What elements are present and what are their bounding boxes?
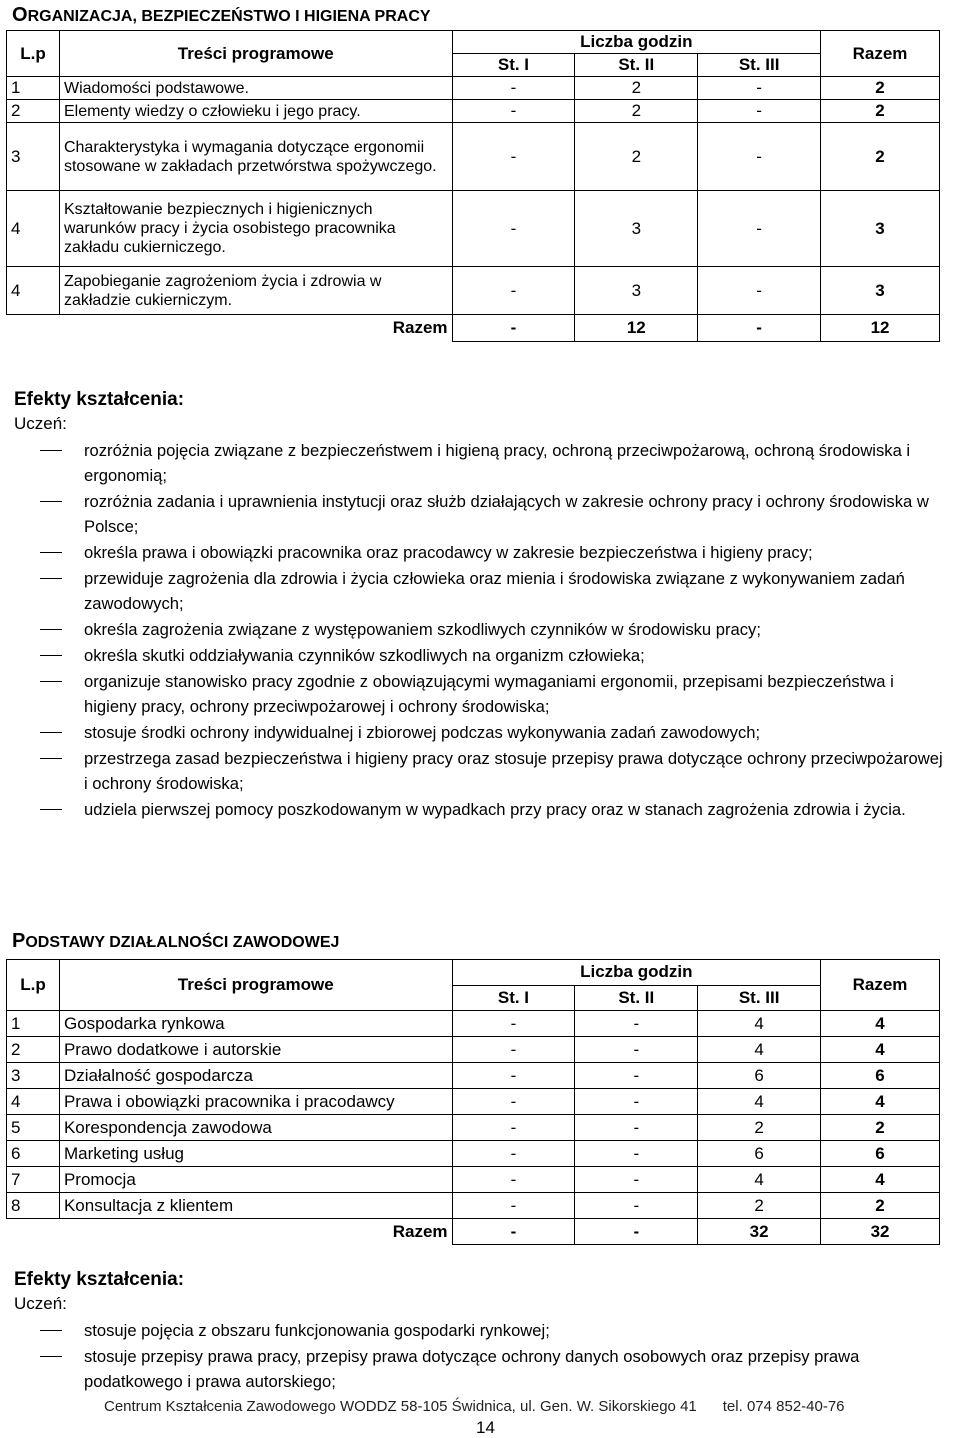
list-item: rozróżnia zadania i uprawnienia instytucji oraz służb działających w zakresie ochrony pracy i ochrony środowiska w Polsce; (14, 489, 944, 539)
row-st1: - (452, 1037, 575, 1063)
row-topic: Elementy wiedzy o człowieku i jego pracy. (59, 100, 452, 123)
row-st1: - (452, 1193, 575, 1219)
row-topic: Wiadomości podstawowe. (59, 77, 452, 100)
row-total: 4 (821, 1089, 940, 1115)
table-row (7, 123, 940, 191)
footer-organization: Centrum Kształcenia Zawodowego WODDZ 58-105 Świdnica, ul. Gen. W. Sikorskiego 41 (104, 1398, 697, 1415)
row-st1: - (452, 1011, 575, 1037)
learning-outcomes-ohp (14, 388, 944, 823)
row-st2: 3 (575, 267, 698, 315)
row-st1: - (452, 1063, 575, 1089)
row-lp: 2 (7, 100, 60, 123)
row-topic: Prawo dodatkowe i autorskie (59, 1037, 452, 1063)
table-header-row (7, 31, 940, 54)
row-total: 2 (821, 1115, 940, 1141)
row-st2: 3 (575, 191, 698, 267)
dash-bullet-icon (40, 552, 62, 553)
dash-bullet-icon (40, 681, 62, 682)
row-st1: - (452, 123, 575, 191)
sum-total: 32 (821, 1219, 940, 1245)
section-title-ohp: ORGANIZACJA, BEZPIECZEŃSTWO I HIGIENA PRACY (12, 4, 431, 26)
table-row (7, 1141, 940, 1167)
dash-bullet-icon (40, 758, 62, 759)
row-st1: - (452, 1167, 575, 1193)
row-st2: 2 (575, 77, 698, 100)
row-lp: 8 (7, 1193, 60, 1219)
row-total: 4 (821, 1011, 940, 1037)
row-st3: 4 (698, 1089, 821, 1115)
row-st3: 4 (698, 1037, 821, 1063)
list-item: przestrzega zasad bezpieczeństwa i higieny pracy oraz stosuje przepisy prawa dotyczące ochrony przeciwpożarowej i ochrony środowiska; (14, 746, 944, 796)
table-sum-row (7, 315, 940, 342)
row-total: 2 (821, 1193, 940, 1219)
page-footer (104, 1398, 845, 1415)
list-item: określa prawa i obowiązki pracownika oraz pracodawcy w zakresie bezpieczeństwa i higieny pracy; (14, 540, 944, 565)
row-lp: 4 (7, 1089, 60, 1115)
row-total: 6 (821, 1063, 940, 1089)
curriculum-table-ohp (6, 30, 940, 342)
row-st1: - (452, 100, 575, 123)
row-st3: 6 (698, 1141, 821, 1167)
row-st2: 2 (575, 123, 698, 191)
row-topic: Promocja (59, 1167, 452, 1193)
table-row (7, 100, 940, 123)
row-total: 3 (821, 267, 940, 315)
sum-label: Razem (59, 315, 452, 342)
row-st3: - (698, 267, 821, 315)
table-row (7, 1011, 940, 1037)
effects-heading: Efekty kształcenia: (14, 389, 185, 410)
row-topic: Gospodarka rynkowa (59, 1011, 452, 1037)
row-st2: - (575, 1115, 698, 1141)
header-total: Razem (821, 31, 940, 77)
sum-total: 12 (821, 315, 940, 342)
row-st2: - (575, 1037, 698, 1063)
table-row (7, 267, 940, 315)
row-lp: 4 (7, 267, 60, 315)
row-topic: Marketing usług (59, 1141, 452, 1167)
table-row (7, 1063, 940, 1089)
effects-heading: Efekty kształcenia: (14, 1269, 185, 1290)
table-header-row (7, 960, 940, 986)
row-lp: 5 (7, 1115, 60, 1141)
row-total: 6 (821, 1141, 940, 1167)
row-st2: - (575, 1167, 698, 1193)
list-item: przewiduje zagrożenia dla zdrowia i życia człowieka oraz mienia i środowiska związane z wykonywaniem zadań zawodowych; (14, 566, 944, 616)
table-sum-row (7, 1219, 940, 1245)
curriculum-table-business (6, 959, 940, 1245)
effects-list (14, 438, 944, 822)
row-st3: - (698, 100, 821, 123)
header-st3: St. III (698, 54, 821, 77)
learning-outcomes-business (14, 1268, 944, 1395)
dash-bullet-icon (40, 655, 62, 656)
sum-st2: - (575, 1219, 698, 1245)
row-lp: 2 (7, 1037, 60, 1063)
row-st3: - (698, 191, 821, 267)
row-st3: 2 (698, 1115, 821, 1141)
sum-label: Razem (59, 1219, 452, 1245)
section-title-business: PODSTAWY DZIAŁALNOŚCI ZAWODOWEJ (12, 930, 340, 952)
row-lp: 4 (7, 191, 60, 267)
row-st3: 2 (698, 1193, 821, 1219)
table-row (7, 1089, 940, 1115)
footer-phone: tel. 074 852-40-76 (722, 1398, 845, 1415)
row-st1: - (452, 1141, 575, 1167)
row-topic: Kształtowanie bezpiecznych i higienicznych warunków pracy i życia osobistego pracownika zakładu cukierniczego. (59, 191, 452, 267)
header-st2: St. II (575, 54, 698, 77)
row-lp: 3 (7, 1063, 60, 1089)
page-number: 14 (476, 1418, 495, 1437)
list-item: stosuje przepisy prawa pracy, przepisy prawa dotyczące ochrony danych osobowych oraz przepisy prawa podatkowego i prawa autorskiego; (14, 1344, 944, 1394)
row-total: 2 (821, 100, 940, 123)
row-st3: 4 (698, 1167, 821, 1193)
dash-bullet-icon (40, 1356, 62, 1357)
list-item: organizuje stanowisko pracy zgodnie z obowiązującymi wymaganiami ergonomii, przepisami bezpieczeństwa i higieny pracy, ochrony przeciwpożarowej i ochrony środowiska; (14, 669, 944, 719)
row-total: 2 (821, 123, 940, 191)
dash-bullet-icon (40, 732, 62, 733)
table-row (7, 1167, 940, 1193)
sum-st1: - (452, 1219, 575, 1245)
dash-bullet-icon (40, 1330, 62, 1331)
list-item: stosuje pojęcia z obszaru funkcjonowania gospodarki rynkowej; (14, 1318, 944, 1343)
row-st3: 6 (698, 1063, 821, 1089)
row-st1: - (452, 77, 575, 100)
header-total: Razem (821, 960, 940, 1011)
list-item: rozróżnia pojęcia związane z bezpieczeństwem i higieną pracy, ochroną przeciwpożarową, ochroną środowiska i ergonomią; (14, 438, 944, 488)
header-hours: Liczba godzin (452, 960, 821, 986)
pupil-label: Uczeń: (14, 414, 67, 433)
header-st2: St. II (575, 985, 698, 1011)
row-st2: 2 (575, 100, 698, 123)
header-st3: St. III (698, 985, 821, 1011)
row-lp: 3 (7, 123, 60, 191)
row-topic: Konsultacja z klientem (59, 1193, 452, 1219)
header-lp: L.p (7, 960, 60, 1011)
row-st1: - (452, 267, 575, 315)
table-row (7, 191, 940, 267)
table-row (7, 77, 940, 100)
table-row (7, 1115, 940, 1141)
dash-bullet-icon (40, 450, 62, 451)
row-st2: - (575, 1089, 698, 1115)
row-st3: - (698, 123, 821, 191)
effects-list (14, 1318, 944, 1394)
row-lp: 7 (7, 1167, 60, 1193)
header-st1: St. I (452, 985, 575, 1011)
row-lp: 6 (7, 1141, 60, 1167)
pupil-label: Uczeń: (14, 1294, 67, 1313)
row-total: 2 (821, 77, 940, 100)
header-topic: Treści programowe (59, 960, 452, 1011)
row-st3: 4 (698, 1011, 821, 1037)
row-total: 4 (821, 1037, 940, 1063)
list-item: stosuje środki ochrony indywidualnej i zbiorowej podczas wykonywania zadań zawodowych; (14, 720, 944, 745)
header-lp: L.p (7, 31, 60, 77)
list-item: udziela pierwszej pomocy poszkodowanym w wypadkach przy pracy oraz w stanach zagrożenia zdrowia i życia. (14, 797, 944, 822)
row-topic: Prawa i obowiązki pracownika i pracodawcy (59, 1089, 452, 1115)
header-hours: Liczba godzin (452, 31, 821, 54)
dash-bullet-icon (40, 809, 62, 810)
table-row (7, 1193, 940, 1219)
row-st1: - (452, 1115, 575, 1141)
row-st2: - (575, 1011, 698, 1037)
row-topic: Korespondencja zawodowa (59, 1115, 452, 1141)
row-lp: 1 (7, 1011, 60, 1037)
dash-bullet-icon (40, 629, 62, 630)
row-topic: Działalność gospodarcza (59, 1063, 452, 1089)
sum-st3: 32 (698, 1219, 821, 1245)
header-topic: Treści programowe (59, 31, 452, 77)
row-lp: 1 (7, 77, 60, 100)
table-row (7, 1037, 940, 1063)
row-st3: - (698, 77, 821, 100)
list-item: określa zagrożenia związane z występowaniem szkodliwych czynników w środowisku pracy; (14, 617, 944, 642)
sum-st3: - (698, 315, 821, 342)
dash-bullet-icon (40, 501, 62, 502)
row-st2: - (575, 1141, 698, 1167)
row-topic: Charakterystyka i wymagania dotyczące ergonomii stosowane w zakładach przetwórstwa spożywczego. (59, 123, 452, 191)
sum-st2: 12 (575, 315, 698, 342)
row-st1: - (452, 1089, 575, 1115)
row-st2: - (575, 1063, 698, 1089)
row-st2: - (575, 1193, 698, 1219)
row-total: 3 (821, 191, 940, 267)
list-item: określa skutki oddziaływania czynników szkodliwych na organizm człowieka; (14, 643, 944, 668)
row-st1: - (452, 191, 575, 267)
dash-bullet-icon (40, 578, 62, 579)
row-topic: Zapobieganie zagrożeniom życia i zdrowia w zakładzie cukierniczym. (59, 267, 452, 315)
row-total: 4 (821, 1167, 940, 1193)
header-st1: St. I (452, 54, 575, 77)
sum-st1: - (452, 315, 575, 342)
